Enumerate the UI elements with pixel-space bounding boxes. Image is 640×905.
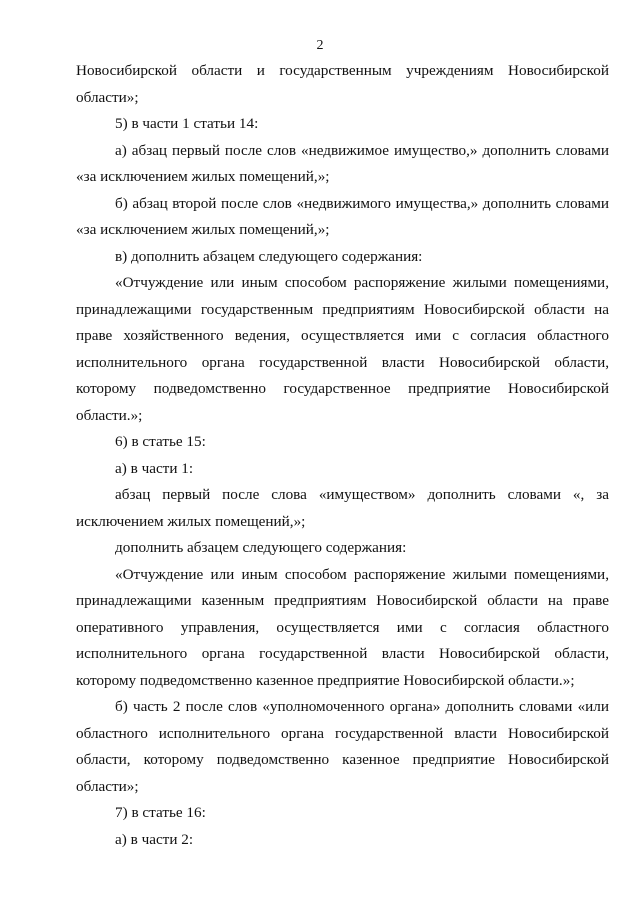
paragraph: дополнить абзацем следующего содержания: [115,539,407,556]
paragraph: б) абзац второй после слов «недвижимого имущества,» дополнить словами «за исключением жилых помещений,»; [76,194,609,238]
paragraph: «Отчуждение или иным способом распоряжение жилыми помещениями, принадлежащими казенным предприятиям Новосибирской области на праве оперативного управления, осуществляется ими с согласия областного исполнительного органа государственной власти Новосибирской области, которому подведомственно казенное предприятие Новосибирской области.»; [76,565,609,689]
paragraph: а) в части 1: [115,459,194,477]
document-body [76,58,609,853]
paragraph: 7) в статье 16: [115,804,206,821]
paragraph: Новосибирской области и государственным учреждениям Новосибирской области»; [76,62,609,106]
paragraph: в) дополнить абзацем следующего содержания: [115,247,423,265]
paragraph: «Отчуждение или иным способом распоряжение жилыми помещениями, принадлежащими государственным предприятиям Новосибирской области на праве хозяйственного ведения, осуществляется ими с согласия областного исполнительного органа государственной власти Новосибирской области, которому подведомственно государственное предприятие Новосибирской области.»; [76,274,609,424]
paragraph: а) в части 2: [115,830,194,848]
paragraph: а) абзац первый после слов «недвижимое имущество,» дополнить словами «за исключением жилых помещений,»; [76,141,609,185]
paragraph: 5) в части 1 статьи 14: [115,115,259,132]
paragraph: 6) в статье 15: [115,433,206,450]
paragraph: абзац первый после слова «имуществом» дополнить словами «, за исключением жилых помещений,»; [76,486,609,530]
paragraph: б) часть 2 после слов «уполномоченного органа» дополнить словами «или областного исполнительного органа государственной власти Новосибирской области, которому подведомственно казенное предприятие Новосибирской области»; [76,698,609,795]
page-number: 2 [316,38,324,53]
